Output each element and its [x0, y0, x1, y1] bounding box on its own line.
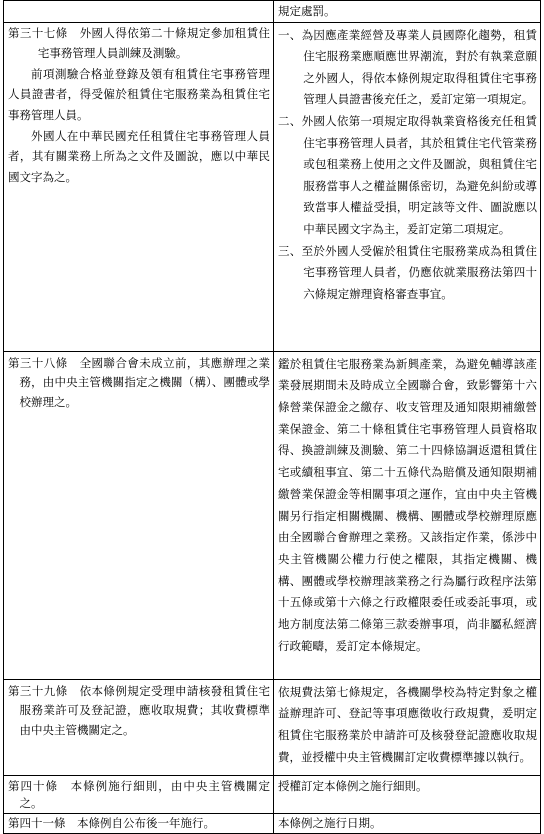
- explanation-cell: [274, 679, 541, 775]
- explanation-text: 依規費法第七條規定，各機關學校為特定對象之權益辦理許可、登記等事項應徵收行政規費，爰明定租賃住宅服務業於申請許可及核發登記證應收取規費，並授權中央主管機關訂定收費標準據以執行。: [278, 684, 537, 764]
- explanation-text: 鑑於租賃住宅服務業為新興產業，為避免輔導該產業發展期間未及時成立全國聯合會，致影響第十六條營業保證金之繳存、收支管理及通知限期補繳營業保證金、第二十條租賃住宅事務管理人員資格取得、換證訓練及測驗、第二十四條協調返還租賃住宅或續租事宜、第二十五條代為賠償及通知限期補繳營業保證金等相關事項之運作，宜由中央主管機關另行指定相關機關、機構、團體或學校辦理原應由全國聯合會辦理之業務。又該指定作業，係涉中央主管機關公權力行使之權限，其指定機關、機構、團體或學校辦理該業務之行為屬行政程序法第十五條或第十六條之行政權限委任或委託事項，或地方制度法第二條第三款委辦事項，尚非屬私經濟行政範疇，爰訂定本條規定。: [278, 356, 537, 653]
- article-41-text: 第四十一條 本條例自公布後一年施行。: [8, 815, 215, 830]
- article-cell: [4, 351, 274, 679]
- explanation-cell: [274, 775, 541, 813]
- explanation-text: 本條例之施行日期。: [278, 815, 382, 830]
- article-cell: [4, 813, 274, 833]
- explanation-cell: [274, 351, 541, 679]
- article-38-text: 第三十八條 全國聯合會未成立前，其應辦理之業務，由中央主管機關指定之機關（構）、團體或學校辦理之。: [8, 355, 270, 409]
- explanation-item: 一、為因應產業經營及專業人員國際化趨勢，租賃住宅服務業應順應世界潮流，對於有執業意願之外國人，得依本條例規定取得租賃住宅事務管理人員證書後充任之，爰訂定第一項規定。: [278, 27, 538, 107]
- table-row: [4, 1, 541, 23]
- table-row: [4, 351, 541, 679]
- explanation-cell: [274, 22, 541, 351]
- table-row: [4, 813, 541, 833]
- law-comparison-document: [3, 0, 540, 834]
- article-40-text: 第四十條 本條例施行細則，由中央主管機關定之。: [8, 778, 270, 810]
- explanation-item: 三、至於外國人受僱於租賃住宅服務業成為租賃住宅事務管理人員者，仍應依就業服務法第四十六條規定辦理資格審查事宜。: [278, 243, 538, 301]
- article-37-clause-3: 外國人在中華民國充任租賃住宅事務管理人員者，其有關業務上所為之文件及圖說，應以中華民國文字為之。: [8, 128, 270, 184]
- table-row: [4, 679, 541, 775]
- explanation-cell: [274, 1, 541, 23]
- article-37-clause-1: 第三十七條 外國人得依第二十條規定參加租賃住宅事務管理人員訓練及測驗。: [8, 25, 270, 61]
- table-row: [4, 22, 541, 351]
- article-39-text: 第三十九條 依本條例規定受理申請核發租賃住宅服務業許可及登記證，應收取規費；其收費標準由中央主管機關定之。: [8, 683, 270, 737]
- article-cell: [4, 775, 274, 813]
- article-cell-empty: [4, 1, 274, 23]
- article-cell: [4, 679, 274, 775]
- article-explanation-table: [3, 0, 541, 834]
- article-cell: [4, 22, 274, 351]
- table-row: [4, 775, 541, 813]
- explanation-text: 規定處罰。: [278, 4, 336, 18]
- explanation-cell: [274, 813, 541, 833]
- explanation-item: 二、外國人依第一項規定取得執業資格後充任租賃住宅事務管理人員者，其於租賃住宅代管業務或包租業務上使用之文件及圖說，與租賃住宅服務當事人之權益關係密切，為避免糾紛或導致當事人權益受損，明定該等文件、圖說應以中華民國文字為主，爰訂定第二項規定。: [278, 113, 538, 236]
- explanation-text: 授權訂定本條例之施行細則。: [278, 778, 428, 793]
- article-37-clause-2: 前項測驗合格並登錄及領有租賃住宅事務管理人員證書者，得受僱於租賃住宅服務業為租賃住宅事務管理人員。: [8, 66, 270, 122]
